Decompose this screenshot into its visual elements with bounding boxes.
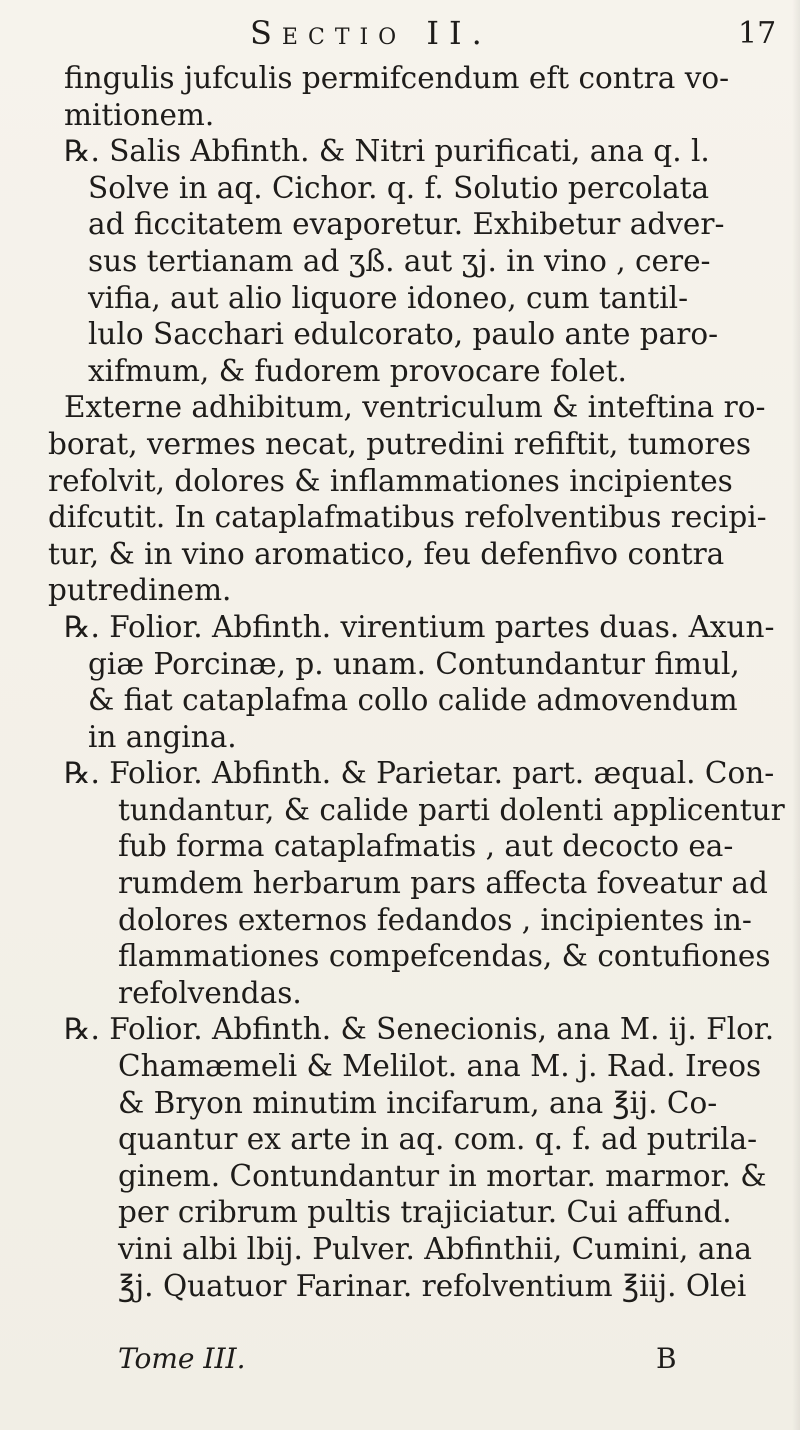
text-line: quantur ex arte in aq. com. q. f. ad putrila- bbox=[118, 1122, 758, 1157]
text-line: dolores externos fedandos , incipientes in- bbox=[118, 902, 752, 937]
text-line: difcutit. In cataplafmatibus refolventibus recipi- bbox=[48, 500, 767, 535]
text-line: sus tertianam ad ʒß. aut ʒj. in vino , cere- bbox=[88, 243, 711, 278]
text-line: ℞. Folior. Abfinth. & Senecionis, ana M. ij. Flor. bbox=[64, 1012, 775, 1047]
text-line: refolvendas. bbox=[118, 975, 302, 1010]
page-edge-shadow bbox=[792, 0, 800, 1430]
text-line: tur, & in vino aromatico, feu defenfivo contra bbox=[48, 536, 725, 571]
text-line: & Bryon minutim incifarum, ana ℥ij. Co- bbox=[118, 1085, 718, 1120]
text-line: in angina. bbox=[88, 719, 237, 754]
text-line: ℞. Salis Abfinth. & Nitri purificati, ana q. l. bbox=[64, 134, 710, 169]
text-line: vifia, aut alio liquore idoneo, cum tantil- bbox=[88, 280, 689, 315]
text-line: Solve in aq. Cichor. q. f. Solutio percolata bbox=[88, 170, 710, 205]
text-line: refolvit, dolores & inflammationes incipientes bbox=[48, 463, 733, 498]
page-header bbox=[0, 10, 800, 60]
text-line: mitionem. bbox=[64, 97, 215, 132]
text-line: rumdem herbarum pars affecta foveatur ad bbox=[118, 866, 768, 901]
text-line: putredinem. bbox=[48, 573, 232, 608]
text-line: xifmum, & fudorem provocare folet. bbox=[88, 353, 627, 388]
text-line: lulo Sacchari edulcorato, paulo ante paro- bbox=[88, 317, 719, 352]
text-line: per cribrum pultis trajiciatur. Cui affund. bbox=[118, 1195, 732, 1230]
text-line: fub forma cataplafmatis , aut decocto ea- bbox=[118, 829, 734, 864]
text-line: tundantur, & calide parti dolenti applicentur bbox=[118, 792, 785, 827]
text-line: flammationes compefcendas, & contufiones bbox=[118, 939, 771, 974]
text-line: ad ficcitatem evaporetur. Exhibetur adver- bbox=[88, 207, 725, 242]
text-line: vini albi lbij. Pulver. Abfinthii, Cumini, ana bbox=[118, 1232, 752, 1266]
signature-mark: B bbox=[656, 1342, 677, 1375]
text-line: Chamæmeli & Melilot. ana M. j. Rad. Ireos bbox=[118, 1049, 762, 1084]
text-line: ginem. Contundantur in mortar. marmor. & bbox=[118, 1158, 767, 1193]
text-line: Externe adhibitum, ventriculum & inteftina ro- bbox=[64, 390, 766, 425]
body-text bbox=[48, 60, 785, 1304]
text-line: borat, vermes necat, putredini refiftit, tumores bbox=[48, 426, 752, 461]
text-line: ℞. Folior. Abfinth. virentium partes duas. Axun- bbox=[64, 609, 775, 644]
text-line: & fiat cataplafma collo calide admovendum bbox=[88, 683, 738, 718]
text-line: ℞. Folior. Abfinth. & Parietar. part. æqual. Con- bbox=[64, 756, 775, 791]
page-number: 17 bbox=[738, 16, 777, 51]
text-line: fingulis jufculis permifcendum eft contra vo- bbox=[64, 61, 730, 95]
text-line: giæ Porcinæ, p. unam. Contundantur fimul, bbox=[88, 646, 740, 681]
running-title: Sectio II. bbox=[250, 14, 492, 52]
volume-label: Tome III. bbox=[118, 1342, 246, 1375]
text-line: ℥j. Quatuor Farinar. refolventium ℥iij. Olei bbox=[118, 1268, 747, 1303]
page-footer bbox=[0, 1342, 800, 1382]
